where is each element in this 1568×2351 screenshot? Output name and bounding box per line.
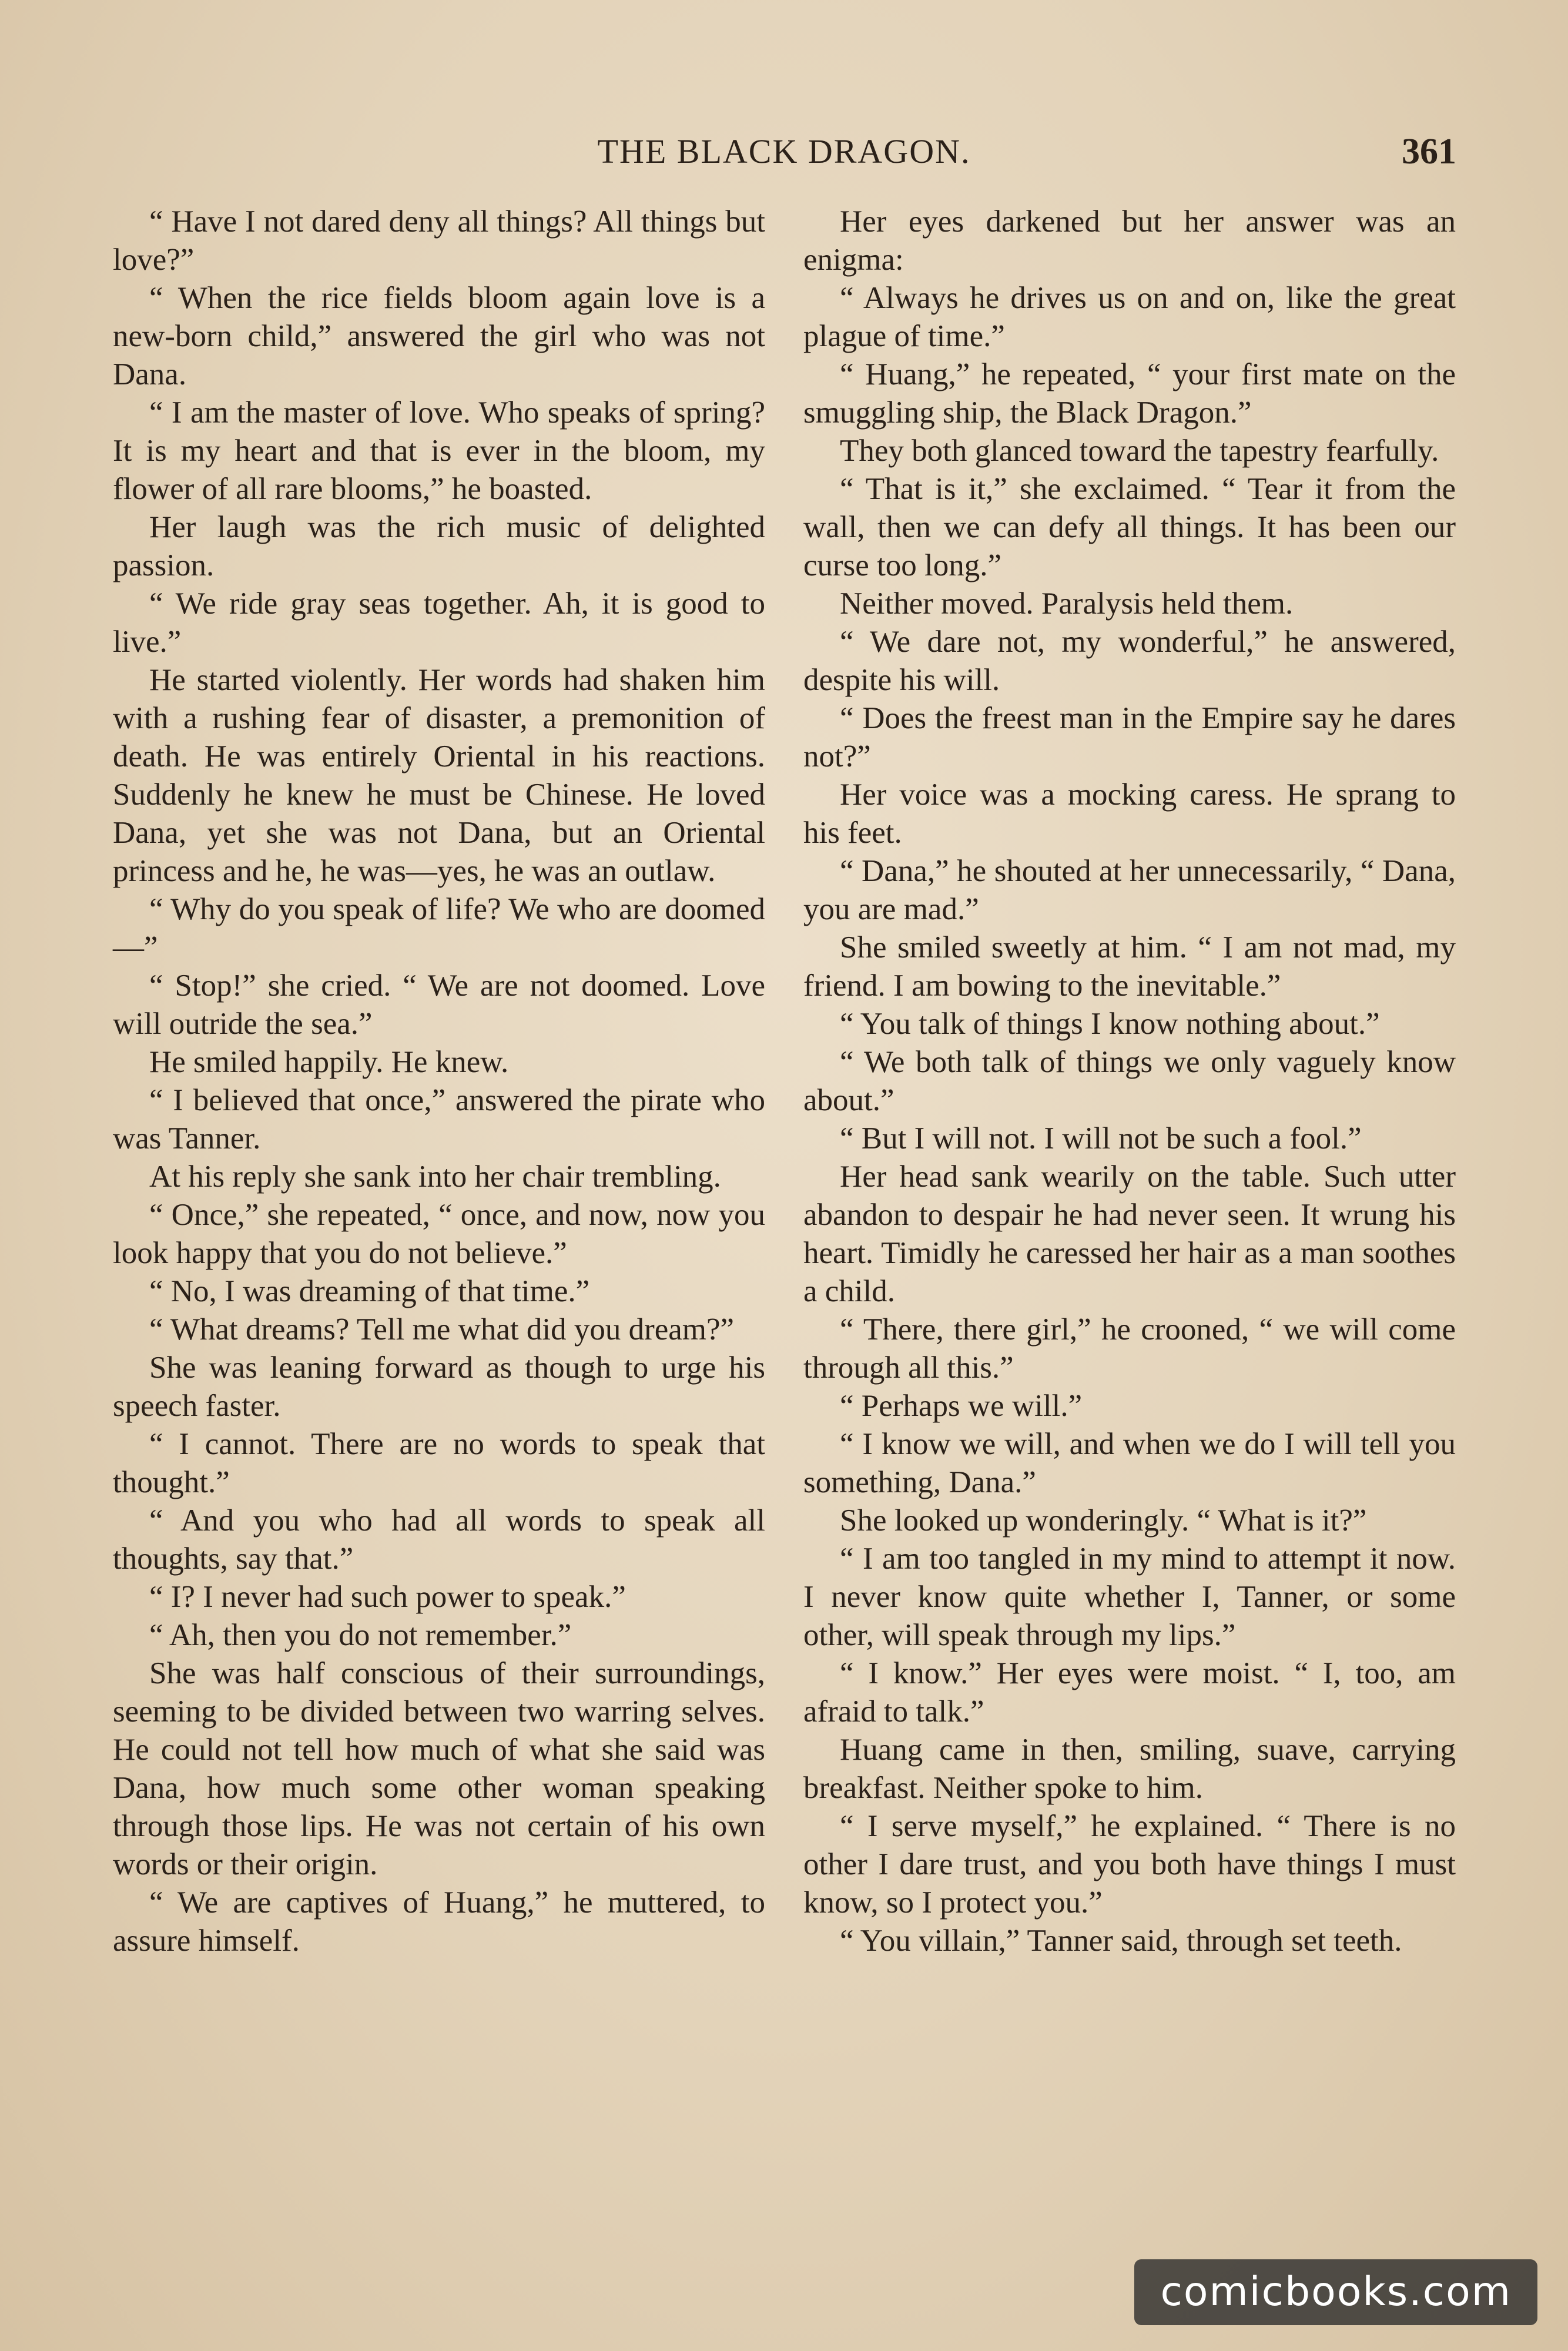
paragraph: “ Once,” she repeated, “ once, and now, now you look happy that you do not believe.”: [113, 1198, 765, 1270]
paragraph: “ You villain,” Tanner said, through set teeth.: [840, 1924, 1402, 1958]
paragraph: “ Always he drives us on and on, like the great plague of time.”: [803, 281, 1456, 353]
paragraph: “ Dana,” he shouted at her unnecessarily, “ Dana, you are mad.”: [803, 854, 1456, 926]
paragraph: “ We are captives of Huang,” he muttered, to assure himself.: [113, 1886, 765, 1958]
paragraph: She was half conscious of their surroundings, seeming to be divided between two warring selves. He could not tell how much of what she said was Dana, how much some other woman speaking through those lips. He was not certain of his own words or their origin.: [113, 1656, 765, 1881]
paragraph: “ I know we will, and when we do I will tell you something, Dana.”: [803, 1427, 1456, 1499]
running-title: THE BLACK DRAGON.: [597, 132, 971, 170]
paragraph: “ I believed that once,” answered the pirate who was Tanner.: [113, 1083, 765, 1156]
paragraph: Huang came in then, smiling, suave, carrying breakfast. Neither spoke to him.: [803, 1733, 1456, 1805]
paragraph: She was leaning forward as though to urge his speech faster.: [113, 1351, 765, 1423]
paragraph: “ Huang,” he repeated, “ your first mate on the smuggling ship, the Black Dragon.”: [803, 357, 1456, 430]
paragraph: “ Have I not dared deny all things? All things but love?”: [113, 205, 765, 277]
paragraph: “ Why do you speak of life? We who are doomed—”: [113, 892, 765, 964]
paragraph: “ Stop!” she cried. “ We are not doomed. Love will outride the sea.”: [113, 969, 765, 1041]
paragraph: At his reply she sank into her chair trembling.: [149, 1160, 721, 1194]
paragraph: “ Does the freest man in the Empire say he dares not?”: [803, 701, 1456, 773]
page-header: [112, 128, 1456, 175]
paragraph: “ When the rice fields bloom again love is a new-born child,” answered the girl who was not Dana.: [113, 281, 765, 391]
paragraph: Her voice was a mocking caress. He sprang to his feet.: [803, 778, 1456, 850]
left-text-column: [113, 203, 765, 1960]
paragraph: “ We both talk of things we only vaguely know about.”: [803, 1045, 1456, 1117]
paragraph: Her head sank wearily on the table. Such utter abandon to despair he had never seen. It wrung his heart. Timidly he caressed her hair as a man soothes a child.: [803, 1160, 1456, 1308]
paragraph: “ I am too tangled in my mind to attempt it now. I never know quite whether I, Tanner, or some other, will speak through my lips.”: [803, 1542, 1456, 1652]
paragraph: “ I serve myself,” he explained. “ There is no other I dare trust, and you both have things I must know, so I protect you.”: [803, 1809, 1456, 1920]
paragraph: “ We dare not, my wonderful,” he answered, despite his will.: [803, 625, 1456, 697]
paragraph: “ But I will not. I will not be such a fool.”: [840, 1121, 1362, 1156]
page-number: 361: [1402, 132, 1456, 172]
paragraph: He started violently. Her words had shaken him with a rushing fear of disaster, a premonition of death. He was entirely Oriental in his reactions. Suddenly he knew he must be Chinese. He loved Dana, yet she was not Dana, but an Oriental princess and he, he was—yes, he was an outlaw.: [113, 663, 765, 888]
paragraph: Her laugh was the rich music of delighted passion.: [113, 510, 765, 582]
paragraph: He smiled happily. He knew.: [149, 1045, 509, 1079]
paragraph: “ I am the master of love. Who speaks of spring? It is my heart and that is ever in the bloom, my flower of all rare blooms,” he boasted.: [113, 396, 765, 506]
paragraph: She looked up wonderingly. “ What is it?”: [840, 1503, 1367, 1538]
paragraph: They both glanced toward the tapestry fearfully.: [840, 434, 1439, 468]
paragraph: “ I know.” Her eyes were moist. “ I, too, am afraid to talk.”: [803, 1656, 1456, 1729]
paragraph: “ And you who had all words to speak all thoughts, say that.”: [113, 1503, 765, 1576]
site-watermark: comicbooks.com: [1134, 2259, 1537, 2325]
paragraph: Her eyes darkened but her answer was an enigma:: [803, 205, 1456, 277]
paragraph: She smiled sweetly at him. “ I am not mad, my friend. I am bowing to the inevitable.”: [803, 930, 1456, 1003]
paragraph: “ That is it,” she exclaimed. “ Tear it from the wall, then we can defy all things. It has been our curse too long.”: [803, 472, 1456, 582]
paragraph: “ I? I never had such power to speak.”: [149, 1580, 626, 1614]
right-text-column: [803, 203, 1456, 1960]
paragraph: “ Ah, then you do not remember.”: [149, 1618, 572, 1652]
paragraph: “ No, I was dreaming of that time.”: [149, 1274, 590, 1308]
paragraph: “ I cannot. There are no words to speak that thought.”: [113, 1427, 765, 1499]
paragraph: Neither moved. Paralysis held them.: [840, 587, 1294, 621]
paragraph: “ Perhaps we will.”: [840, 1389, 1083, 1423]
paragraph: “ There, there girl,” he crooned, “ we will come through all this.”: [803, 1312, 1456, 1385]
paragraph: “ You talk of things I know nothing about.”: [840, 1007, 1380, 1041]
paragraph: “ What dreams? Tell me what did you dream?”: [149, 1312, 735, 1347]
paragraph: “ We ride gray seas together. Ah, it is good to live.”: [113, 587, 765, 659]
